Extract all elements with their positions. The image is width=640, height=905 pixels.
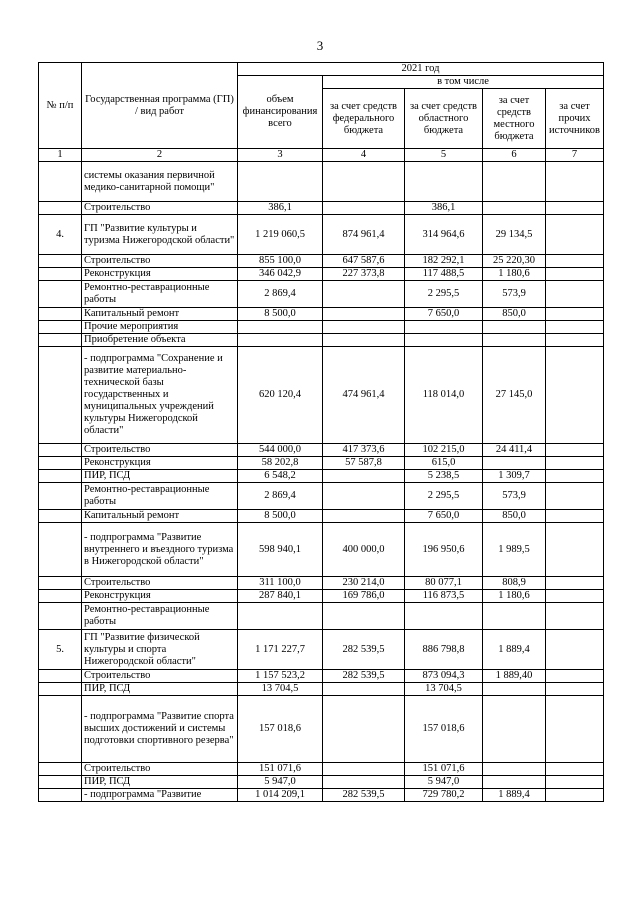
cell-total: 6 548,2 — [238, 470, 323, 483]
cell-regional — [405, 334, 483, 347]
cell-regional: 5 238,5 — [405, 470, 483, 483]
table-row — [39, 683, 604, 696]
cell-other — [546, 334, 604, 347]
cell-total: 8 500,0 — [238, 308, 323, 321]
cell-total: 346 042,9 — [238, 268, 323, 281]
row-name: Строительство — [82, 444, 238, 457]
cell-federal: 227 373,8 — [323, 268, 405, 281]
cell-local: 850,0 — [483, 510, 546, 523]
cell-total: 1 219 060,5 — [238, 215, 323, 255]
column-number: 5 — [405, 149, 483, 162]
cell-local: 1 889,4 — [483, 789, 546, 802]
table-row — [39, 510, 604, 523]
column-number-row — [39, 149, 604, 162]
row-number — [39, 483, 82, 510]
row-number — [39, 308, 82, 321]
row-name: Реконструкция — [82, 590, 238, 603]
row-name: Строительство — [82, 577, 238, 590]
table-row — [39, 630, 604, 670]
cell-local: 1 989,5 — [483, 523, 546, 577]
row-number — [39, 347, 82, 444]
table-row — [39, 763, 604, 776]
table-row — [39, 457, 604, 470]
table-row — [39, 776, 604, 789]
cell-regional: 615,0 — [405, 457, 483, 470]
row-number — [39, 255, 82, 268]
table-row — [39, 603, 604, 630]
row-name: Строительство — [82, 255, 238, 268]
cell-other — [546, 281, 604, 308]
row-number — [39, 696, 82, 763]
cell-other — [546, 255, 604, 268]
cell-regional: 117 488,5 — [405, 268, 483, 281]
cell-local: 1 180,6 — [483, 590, 546, 603]
cell-other — [546, 696, 604, 763]
table-row — [39, 696, 604, 763]
row-number — [39, 457, 82, 470]
cell-federal — [323, 763, 405, 776]
row-name: Ремонтно-реставрационные работы — [82, 603, 238, 630]
table-row — [39, 202, 604, 215]
cell-other — [546, 577, 604, 590]
cell-federal — [323, 321, 405, 334]
cell-federal: 400 000,0 — [323, 523, 405, 577]
cell-local — [483, 603, 546, 630]
row-number — [39, 268, 82, 281]
cell-other — [546, 683, 604, 696]
cell-regional: 2 295,5 — [405, 281, 483, 308]
cell-local — [483, 763, 546, 776]
row-number — [39, 321, 82, 334]
row-name: ПИР, ПСД — [82, 683, 238, 696]
table-row — [39, 308, 604, 321]
cell-federal — [323, 281, 405, 308]
cell-federal — [323, 483, 405, 510]
cell-other — [546, 215, 604, 255]
table-row — [39, 268, 604, 281]
cell-federal: 282 539,5 — [323, 670, 405, 683]
cell-federal — [323, 696, 405, 763]
header-col-program: Государственная программа (ГП) / вид работ — [82, 63, 238, 149]
row-number — [39, 776, 82, 789]
cell-other — [546, 763, 604, 776]
row-name: Реконструкция — [82, 457, 238, 470]
cell-total: 620 120,4 — [238, 347, 323, 444]
cell-other — [546, 321, 604, 334]
cell-total — [238, 334, 323, 347]
cell-other — [546, 483, 604, 510]
cell-total: 544 000,0 — [238, 444, 323, 457]
header-col-other: за счет прочих источников — [546, 89, 604, 149]
cell-regional — [405, 603, 483, 630]
cell-regional — [405, 162, 483, 202]
table-row — [39, 789, 604, 802]
cell-local — [483, 334, 546, 347]
cell-total: 1 157 523,2 — [238, 670, 323, 683]
row-name: Ремонтно-реставрационные работы — [82, 483, 238, 510]
cell-local — [483, 202, 546, 215]
row-number — [39, 523, 82, 577]
cell-regional: 729 780,2 — [405, 789, 483, 802]
row-number — [39, 334, 82, 347]
cell-total — [238, 321, 323, 334]
cell-federal — [323, 470, 405, 483]
header-col-federal: за счет средств федерального бюджета — [323, 89, 405, 149]
cell-regional: 118 014,0 — [405, 347, 483, 444]
row-number — [39, 789, 82, 802]
cell-federal: 57 587,8 — [323, 457, 405, 470]
cell-total: 58 202,8 — [238, 457, 323, 470]
table-row — [39, 334, 604, 347]
cell-total: 2 869,4 — [238, 281, 323, 308]
table-row — [39, 321, 604, 334]
cell-local: 1 180,6 — [483, 268, 546, 281]
page-number: 3 — [316, 38, 324, 53]
cell-federal — [323, 603, 405, 630]
cell-regional: 7 650,0 — [405, 308, 483, 321]
column-number: 2 — [82, 149, 238, 162]
table-row — [39, 577, 604, 590]
row-number — [39, 577, 82, 590]
cell-total: 8 500,0 — [238, 510, 323, 523]
row-number — [39, 162, 82, 202]
cell-regional — [405, 321, 483, 334]
cell-other — [546, 202, 604, 215]
cell-other — [546, 523, 604, 577]
cell-federal: 474 961,4 — [323, 347, 405, 444]
row-name: - подпрограмма "Развитие — [82, 789, 238, 802]
row-name: Капитальный ремонт — [82, 308, 238, 321]
cell-federal — [323, 202, 405, 215]
cell-other — [546, 457, 604, 470]
row-name: Приобретение объекта — [82, 334, 238, 347]
cell-local: 1 889,4 — [483, 630, 546, 670]
row-name: Строительство — [82, 670, 238, 683]
cell-local: 808,9 — [483, 577, 546, 590]
row-number — [39, 281, 82, 308]
cell-local: 573,9 — [483, 483, 546, 510]
row-name: ПИР, ПСД — [82, 470, 238, 483]
table-row — [39, 162, 604, 202]
row-name: Строительство — [82, 763, 238, 776]
row-name: ПИР, ПСД — [82, 776, 238, 789]
header-col-local: за счет средств местного бюджета — [483, 89, 546, 149]
cell-total: 157 018,6 — [238, 696, 323, 763]
cell-total: 2 869,4 — [238, 483, 323, 510]
cell-regional: 157 018,6 — [405, 696, 483, 763]
row-name: Прочие мероприятия — [82, 321, 238, 334]
cell-other — [546, 789, 604, 802]
cell-regional: 386,1 — [405, 202, 483, 215]
cell-total: 1 014 209,1 — [238, 789, 323, 802]
cell-other — [546, 470, 604, 483]
column-number: 6 — [483, 149, 546, 162]
cell-federal: 874 961,4 — [323, 215, 405, 255]
cell-total: 386,1 — [238, 202, 323, 215]
cell-regional: 5 947,0 — [405, 776, 483, 789]
cell-local — [483, 457, 546, 470]
cell-federal — [323, 162, 405, 202]
row-name: Капитальный ремонт — [82, 510, 238, 523]
cell-local: 29 134,5 — [483, 215, 546, 255]
cell-total: 287 840,1 — [238, 590, 323, 603]
column-number: 3 — [238, 149, 323, 162]
cell-federal — [323, 334, 405, 347]
cell-federal: 282 539,5 — [323, 630, 405, 670]
row-name: Строительство — [82, 202, 238, 215]
row-number — [39, 590, 82, 603]
table-row — [39, 670, 604, 683]
cell-local: 1 889,40 — [483, 670, 546, 683]
cell-local: 27 145,0 — [483, 347, 546, 444]
column-number: 4 — [323, 149, 405, 162]
row-number: 4. — [39, 215, 82, 255]
budget-table — [38, 62, 604, 802]
column-number: 1 — [39, 149, 82, 162]
cell-local — [483, 683, 546, 696]
cell-federal — [323, 776, 405, 789]
header-col-total: объем финансирования всего — [238, 76, 323, 149]
cell-local — [483, 321, 546, 334]
row-number: 5. — [39, 630, 82, 670]
cell-other — [546, 510, 604, 523]
cell-federal: 169 786,0 — [323, 590, 405, 603]
cell-other — [546, 630, 604, 670]
cell-total: 1 171 227,7 — [238, 630, 323, 670]
row-name: - подпрограмма "Развитие внутреннего и въездного туризма в Нижегородской области" — [82, 523, 238, 577]
cell-other — [546, 308, 604, 321]
cell-local: 25 220,30 — [483, 255, 546, 268]
cell-regional: 873 094,3 — [405, 670, 483, 683]
row-number — [39, 603, 82, 630]
cell-local: 573,9 — [483, 281, 546, 308]
cell-local — [483, 776, 546, 789]
row-name: - подпрограмма "Сохранение и развитие материально-технической базы государственных и муниципальных учреждений культуры Нижегородской области" — [82, 347, 238, 444]
cell-local: 850,0 — [483, 308, 546, 321]
row-name: Реконструкция — [82, 268, 238, 281]
table-row — [39, 281, 604, 308]
row-number — [39, 683, 82, 696]
table-row — [39, 590, 604, 603]
cell-total: 5 947,0 — [238, 776, 323, 789]
cell-federal — [323, 510, 405, 523]
cell-other — [546, 670, 604, 683]
cell-local — [483, 162, 546, 202]
table-row — [39, 483, 604, 510]
row-number — [39, 510, 82, 523]
row-number — [39, 470, 82, 483]
row-name: системы оказания первичной медико-санитарной помощи" — [82, 162, 238, 202]
cell-other — [546, 776, 604, 789]
cell-regional: 314 964,6 — [405, 215, 483, 255]
cell-regional: 182 292,1 — [405, 255, 483, 268]
column-number: 7 — [546, 149, 604, 162]
cell-other — [546, 347, 604, 444]
row-name: ГП "Развитие физической культуры и спорта Нижегородской области" — [82, 630, 238, 670]
table-row — [39, 444, 604, 457]
cell-federal: 417 373,6 — [323, 444, 405, 457]
row-name: - подпрограмма "Развитие спорта высших достижений и системы подготовки спортивного резерва" — [82, 696, 238, 763]
cell-other — [546, 444, 604, 457]
table-row — [39, 523, 604, 577]
cell-regional: 13 704,5 — [405, 683, 483, 696]
cell-regional: 886 798,8 — [405, 630, 483, 670]
cell-regional: 116 873,5 — [405, 590, 483, 603]
cell-federal: 282 539,5 — [323, 789, 405, 802]
header-col-no: № п/п — [39, 63, 82, 149]
table-row — [39, 255, 604, 268]
table-row — [39, 347, 604, 444]
cell-regional: 7 650,0 — [405, 510, 483, 523]
cell-regional: 2 295,5 — [405, 483, 483, 510]
cell-local: 24 411,4 — [483, 444, 546, 457]
cell-total: 151 071,6 — [238, 763, 323, 776]
row-number — [39, 202, 82, 215]
cell-total: 311 100,0 — [238, 577, 323, 590]
cell-local: 1 309,7 — [483, 470, 546, 483]
cell-regional: 151 071,6 — [405, 763, 483, 776]
cell-federal: 647 587,6 — [323, 255, 405, 268]
cell-total: 855 100,0 — [238, 255, 323, 268]
cell-total: 13 704,5 — [238, 683, 323, 696]
cell-other — [546, 268, 604, 281]
cell-total — [238, 162, 323, 202]
table-row — [39, 215, 604, 255]
cell-other — [546, 590, 604, 603]
header-year: 2021 год — [238, 63, 604, 76]
row-number — [39, 444, 82, 457]
cell-other — [546, 603, 604, 630]
row-name: ГП "Развитие культуры и туризма Нижегородской области" — [82, 215, 238, 255]
cell-regional: 80 077,1 — [405, 577, 483, 590]
cell-other — [546, 162, 604, 202]
row-number — [39, 763, 82, 776]
header-including: в том числе — [323, 76, 604, 89]
table-row — [39, 470, 604, 483]
cell-federal — [323, 683, 405, 696]
cell-regional: 102 215,0 — [405, 444, 483, 457]
cell-total — [238, 603, 323, 630]
header-col-regional: за счет средств областного бюджета — [405, 89, 483, 149]
cell-total: 598 940,1 — [238, 523, 323, 577]
row-name: Ремонтно-реставрационные работы — [82, 281, 238, 308]
cell-federal: 230 214,0 — [323, 577, 405, 590]
row-number — [39, 670, 82, 683]
cell-federal — [323, 308, 405, 321]
cell-local — [483, 696, 546, 763]
cell-regional: 196 950,6 — [405, 523, 483, 577]
